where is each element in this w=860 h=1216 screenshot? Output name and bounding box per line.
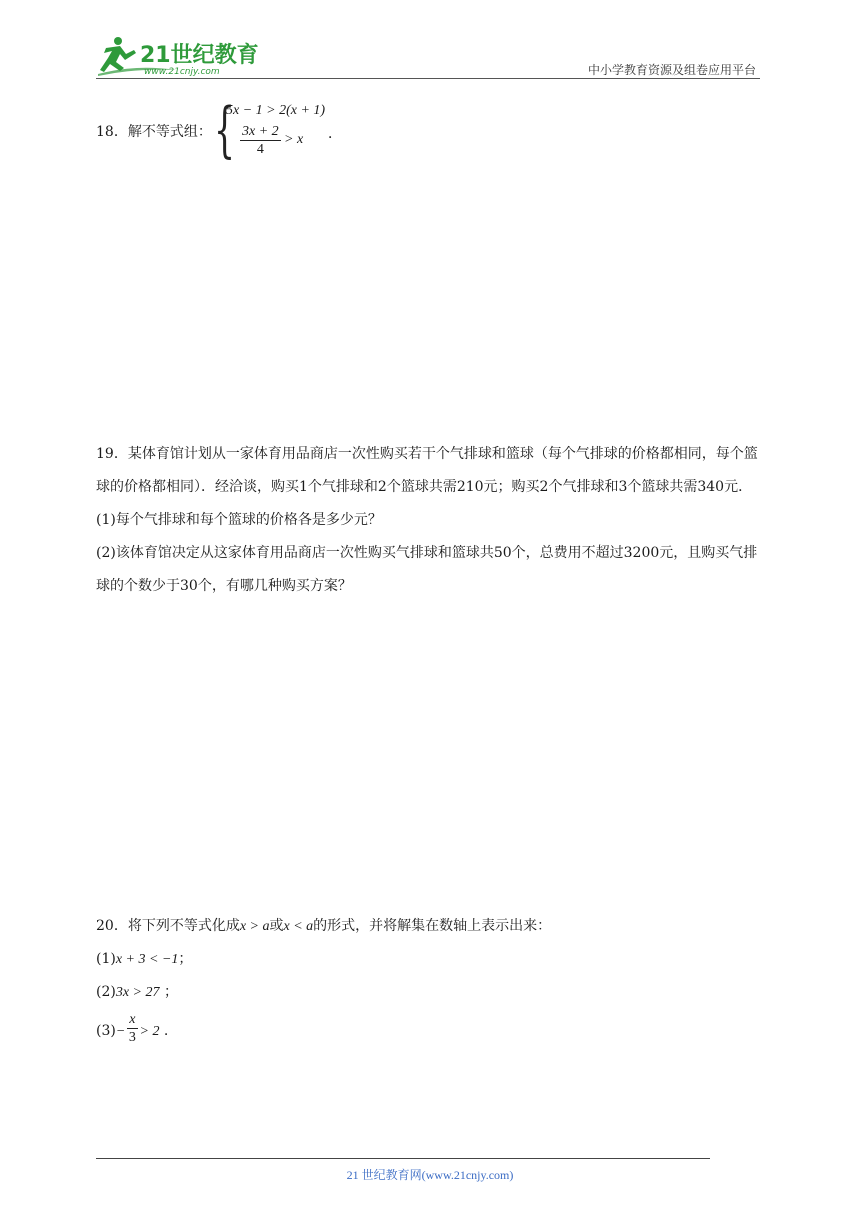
q20-stem-c: 的形式，并将解集在数轴上表示出来： bbox=[313, 918, 552, 934]
header-divider bbox=[96, 78, 760, 79]
q20-p1-label: (1) bbox=[96, 951, 116, 967]
q20-p3-fraction bbox=[127, 1011, 137, 1046]
q18-fraction bbox=[240, 123, 281, 158]
q18-lead: 18．解不等式组： bbox=[96, 124, 212, 140]
q18-frac-den: 4 bbox=[256, 142, 264, 157]
q18-frac-num: 3x + 2 bbox=[242, 124, 279, 139]
q20-stem-b: 或 bbox=[269, 918, 284, 934]
q20-p1-end: ； bbox=[178, 951, 193, 967]
q18-inequality-1: 5x − 1 > 2(x + 1) bbox=[226, 103, 326, 118]
q20-stem bbox=[96, 910, 764, 943]
q19-part-1: (1)每个气排球和每个篮球的价格各是多少元？ bbox=[96, 512, 382, 528]
q20-p2-math: 3x > 27 bbox=[115, 985, 160, 1000]
q20-p3-den: 3 bbox=[128, 1029, 136, 1045]
question-20 bbox=[96, 910, 764, 1054]
q20-part-2 bbox=[96, 976, 764, 1009]
footer-text[interactable]: 21 世纪教育网(www.21cnjy.com) bbox=[346, 1168, 514, 1182]
q20-form-gt: x > a bbox=[239, 919, 270, 934]
q19-stem: 19．某体育馆计划从一家体育用品商店一次性购买若干个气排球和篮球（每个气排球的价格都相同，每个篮球的价格都相同）．经洽谈，购买1个气排球和2个篮球共需210元；购买2个气排球和3个篮球共需340元． bbox=[96, 446, 758, 495]
system-brace: { bbox=[214, 95, 236, 165]
q20-p1-math: x + 3 < −1 bbox=[115, 952, 179, 967]
q18-end: ． bbox=[328, 126, 342, 142]
q20-p2-label: (2) bbox=[96, 984, 116, 1000]
q20-part-3 bbox=[96, 1009, 764, 1054]
q20-p3-tail: > 2 bbox=[139, 1024, 160, 1039]
q20-p2-end: ； bbox=[159, 984, 178, 1000]
q20-p3-minus: − bbox=[115, 1024, 126, 1039]
footer-divider bbox=[96, 1158, 710, 1159]
q20-part-1 bbox=[96, 943, 764, 976]
question-18 bbox=[96, 95, 764, 166]
question-19 bbox=[96, 438, 764, 603]
site-logo bbox=[96, 34, 266, 78]
q20-stem-a: 20．将下列不等式化成 bbox=[96, 918, 240, 934]
logo-text: 21世纪教育 bbox=[140, 43, 259, 68]
q19-part-2: (2)该体育馆决定从这家体育用品商店一次性购买气排球和篮球共50个，总费用不超过3200元，且购买气排球的个数少于30个，有哪几种购买方案？ bbox=[96, 545, 758, 594]
q20-p3-label: (3) bbox=[96, 1023, 116, 1039]
q20-p3-num: x bbox=[129, 1011, 136, 1027]
q18-inequality-2-tail: > x bbox=[284, 132, 304, 147]
q20-form-lt: x < a bbox=[283, 919, 314, 934]
platform-name: 中小学教育资源及组卷应用平台 bbox=[587, 63, 756, 77]
logo-url: www.21cnjy.com bbox=[144, 67, 220, 77]
q20-p3-end: . bbox=[159, 1023, 169, 1039]
